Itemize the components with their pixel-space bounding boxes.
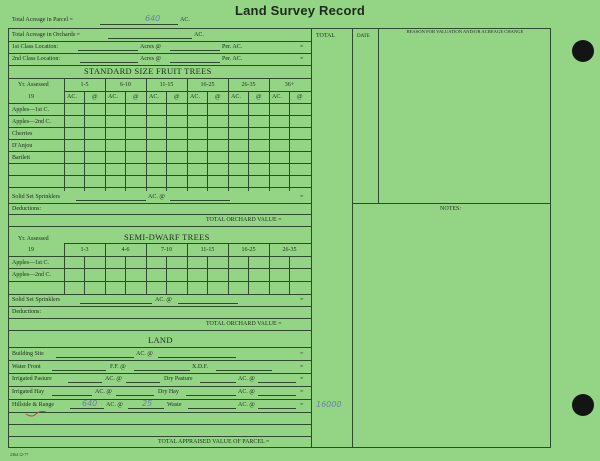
parcel-value: 640 [145,14,161,23]
std-grid-hline [8,127,311,128]
semi-sprinklers-rate-line [178,303,238,304]
land-hillside-line [70,408,104,409]
std-grid-hline [8,139,311,140]
std-sprinklers-line [76,200,146,201]
semi-age-group: 16-25 [241,247,256,253]
land-dry-hay-line [186,395,236,396]
land-xdf: X.D.F. [192,364,209,370]
std-col-at: @ [297,94,303,100]
semi-age-group: 7-10 [161,247,172,253]
land-building-line [56,357,134,358]
land-dry-hay-ac: AC. @ [238,389,255,395]
rule-land-3 [8,386,311,387]
std-yr-assessed: Yr. Assessed [18,82,49,88]
semi-total-orchard: TOTAL ORCHARD VALUE = [206,321,282,327]
std-grid-vline [166,91,167,191]
land-water-eq: = [300,364,304,370]
std-age-group: 1-5 [80,82,89,88]
std-col-ac: AC. [149,94,159,100]
rule-std-spr [8,203,311,204]
semi-grid-vline [248,256,249,294]
parcel-label: Total Acreage in Parcel = [12,17,73,23]
land-hillside-rate-line [128,408,164,409]
rule-semi-total [8,330,311,331]
semi-age-group: 1-3 [80,247,89,253]
rule-land-head [8,347,311,348]
std-grid-hline [8,151,311,152]
std-age-group: 6-10 [120,82,131,88]
first-class-acres: Acres @ [140,44,162,50]
semi-grid-vline [166,256,167,294]
std-sprinklers-eq: = [300,194,304,200]
rule-semi-spr [8,306,311,307]
semi-grid-hline [8,268,311,269]
orchards-ac: AC. [194,32,204,38]
std-age-group: 26-35 [241,82,256,88]
land-pasture-eq: = [300,376,304,382]
rule-total-right [352,28,353,448]
land-hillside: Hillside & Range [12,402,54,408]
std-col-at: @ [133,94,139,100]
land-hillside-rate: 25 [142,399,153,408]
rule-land-6 [8,424,311,425]
second-class-line [80,62,138,63]
second-class-label: 2nd Class Location: [12,56,60,62]
land-hillside-total: 16000 [316,400,342,409]
rule-std-ded [8,214,311,215]
rule-land-1 [8,360,311,361]
rule-std-total [8,226,311,227]
binder-hole-top [572,40,594,62]
std-row-danjou: D'Anjou [12,143,33,149]
std-grid-vline [207,91,208,191]
std-age-group: 11-15 [159,82,174,88]
std-col-ac: AC. [108,94,118,100]
semi-sprinklers-label: Solid Set Sprinklers [12,297,61,303]
std-age-group: 36+ [284,82,295,88]
std-grid-vline [125,91,126,191]
land-irr-hay-rate [116,395,154,396]
first-class-eq: = [300,44,304,50]
semi-grid-vline [289,256,290,294]
std-row-cherries: Cherries [12,131,33,137]
land-building-ac: AC. @ [136,351,153,357]
std-col-at: @ [92,94,98,100]
land-xdf-line [216,370,272,371]
land-waste-line [188,408,236,409]
rule-semi-ded [8,318,311,319]
std-grid-hline [64,91,311,92]
second-class-per: Per. AC. [222,56,243,62]
land-waste-rate [258,408,296,409]
std-total-orchard: TOTAL ORCHARD VALUE = [206,217,282,223]
semi-grid-hline [8,281,311,282]
rule-left [8,28,9,448]
first-class-line [78,50,138,51]
std-col-ac: AC. [190,94,200,100]
land-hillside-ac: AC. @ [106,402,123,408]
std-year-prefix: 19 [28,94,34,100]
land-waste: Waste [167,402,182,408]
std-row-bartlett: Bartlett [12,155,30,161]
land-irr-pasture-ac: AC. @ [105,376,122,382]
rule-std-head [8,78,311,79]
land-ff: F.F. @ [110,364,126,370]
land-water-front: Water Front [12,364,41,370]
second-class-rate-line [170,62,220,63]
semi-grid-vline [207,256,208,294]
semi-year-prefix: 19 [28,247,34,253]
std-col-ac: AC. [67,94,77,100]
semi-sprinklers-eq: = [300,297,304,303]
land-dry-hay-rate [258,395,296,396]
std-sprinklers-rate-line [170,200,230,201]
parcel-ac: AC. [180,17,190,23]
std-grid-hline [8,103,311,104]
std-row-apples-2nd: Apples—2nd C. [12,119,51,125]
land-building-site: Building Site [12,351,44,357]
rule-right [550,28,551,448]
rule-land-4 [8,399,311,400]
std-sprinklers-ac: AC. @ [148,194,165,200]
rule-r1 [8,41,311,42]
semi-row-apples-2nd: Apples—2nd C. [12,272,51,278]
standard-heading: STANDARD SIZE FRUIT TREES [84,66,212,76]
rule-land-2 [8,373,311,374]
land-hay-eq: = [300,389,304,395]
second-class-acres: Acres @ [140,56,162,62]
semi-age-group: 4-6 [121,247,130,253]
first-class-rate-line [170,50,220,51]
rule-date-right [378,28,379,203]
total-appraised: TOTAL APPRAISED VALUE OF PARCEL = [158,439,270,445]
land-building-rate-line [158,357,236,358]
land-hillside-eq: = [300,402,304,408]
std-col-ac: AC. [272,94,282,100]
land-irr-hay-ac: AC. @ [95,389,112,395]
std-grid-hline [8,115,311,116]
land-irr-hay: Irrigated Hay [12,389,45,395]
std-grid-vline [289,91,290,191]
semi-yr-assessed: Yr. Assessed [18,236,49,242]
col-date: DATE [357,34,370,39]
land-irr-pasture-line [68,382,102,383]
semi-age-group: 11-15 [200,247,215,253]
land-dry-pasture: Dry Pasture [164,376,193,382]
check-mark-icon [24,408,48,422]
rule-total-left [311,28,312,448]
land-waste-ac: AC. @ [238,402,255,408]
semi-heading: SEMI-DWARF TREES [124,232,210,242]
semi-sprinklers-line [80,303,152,304]
std-col-ac: AC. [231,94,241,100]
page-title: Land Survey Record [234,3,366,18]
std-col-at: @ [215,94,221,100]
rule-land-7 [8,436,311,437]
binder-hole-bottom [572,394,594,416]
std-grid-vline [248,91,249,191]
semi-row-apples-1st: Apples—1st C. [12,260,50,266]
notes-label: NOTES: [440,206,461,212]
land-irr-hay-line [52,395,92,396]
land-irr-pasture: Irrigated Pasture [12,376,52,382]
rule-r2 [8,53,311,54]
semi-age-group: 26-35 [282,247,297,253]
rule-notes [352,203,550,204]
land-ff-line [134,370,190,371]
std-grid-hline [8,187,311,188]
std-col-at: @ [256,94,262,100]
semi-grid-hline [8,294,311,295]
land-dry-hay: Dry Hay [158,389,179,395]
std-grid-vline [84,91,85,191]
std-age-group: 16-25 [200,82,215,88]
semi-grid-vline [125,256,126,294]
land-dry-pasture-ac: AC. @ [238,376,255,382]
std-col-at: @ [174,94,180,100]
rule-land-5 [8,412,311,413]
land-water-line [52,370,106,371]
semi-grid-vline [84,256,85,294]
land-hillside-acres: 640 [82,399,98,408]
semi-grid-hline [8,256,311,257]
land-dry-pasture-line [200,382,236,383]
parcel-line [100,24,178,25]
std-row-apples-1st: Apples—1st C. [12,107,50,113]
col-reason: REASON FOR VALUATION AND/OR ACREAGE CHANGE [406,29,524,34]
second-class-eq: = [300,56,304,62]
orchards-label: Total Acreage in Orchards = [12,32,80,38]
std-deductions: Deductions: [12,206,41,212]
form-code: 2364 12-77 [10,452,29,457]
land-building-eq: = [300,351,304,357]
first-class-per: Per. AC. [222,44,243,50]
std-grid-hline [8,175,311,176]
col-total: TOTAL [316,33,336,39]
land-heading: LAND [148,335,173,345]
land-irr-pasture-rate [126,382,160,383]
std-sprinklers-label: Solid Set Sprinklers [12,194,61,200]
land-dry-pasture-rate [258,382,296,383]
semi-sprinklers-ac: AC. @ [155,297,172,303]
orchards-line [108,38,192,39]
semi-deductions: Deductions: [12,309,41,315]
std-grid-hline [8,163,311,164]
rule-bottom [8,447,550,448]
first-class-label: 1st Class Location: [12,44,58,50]
